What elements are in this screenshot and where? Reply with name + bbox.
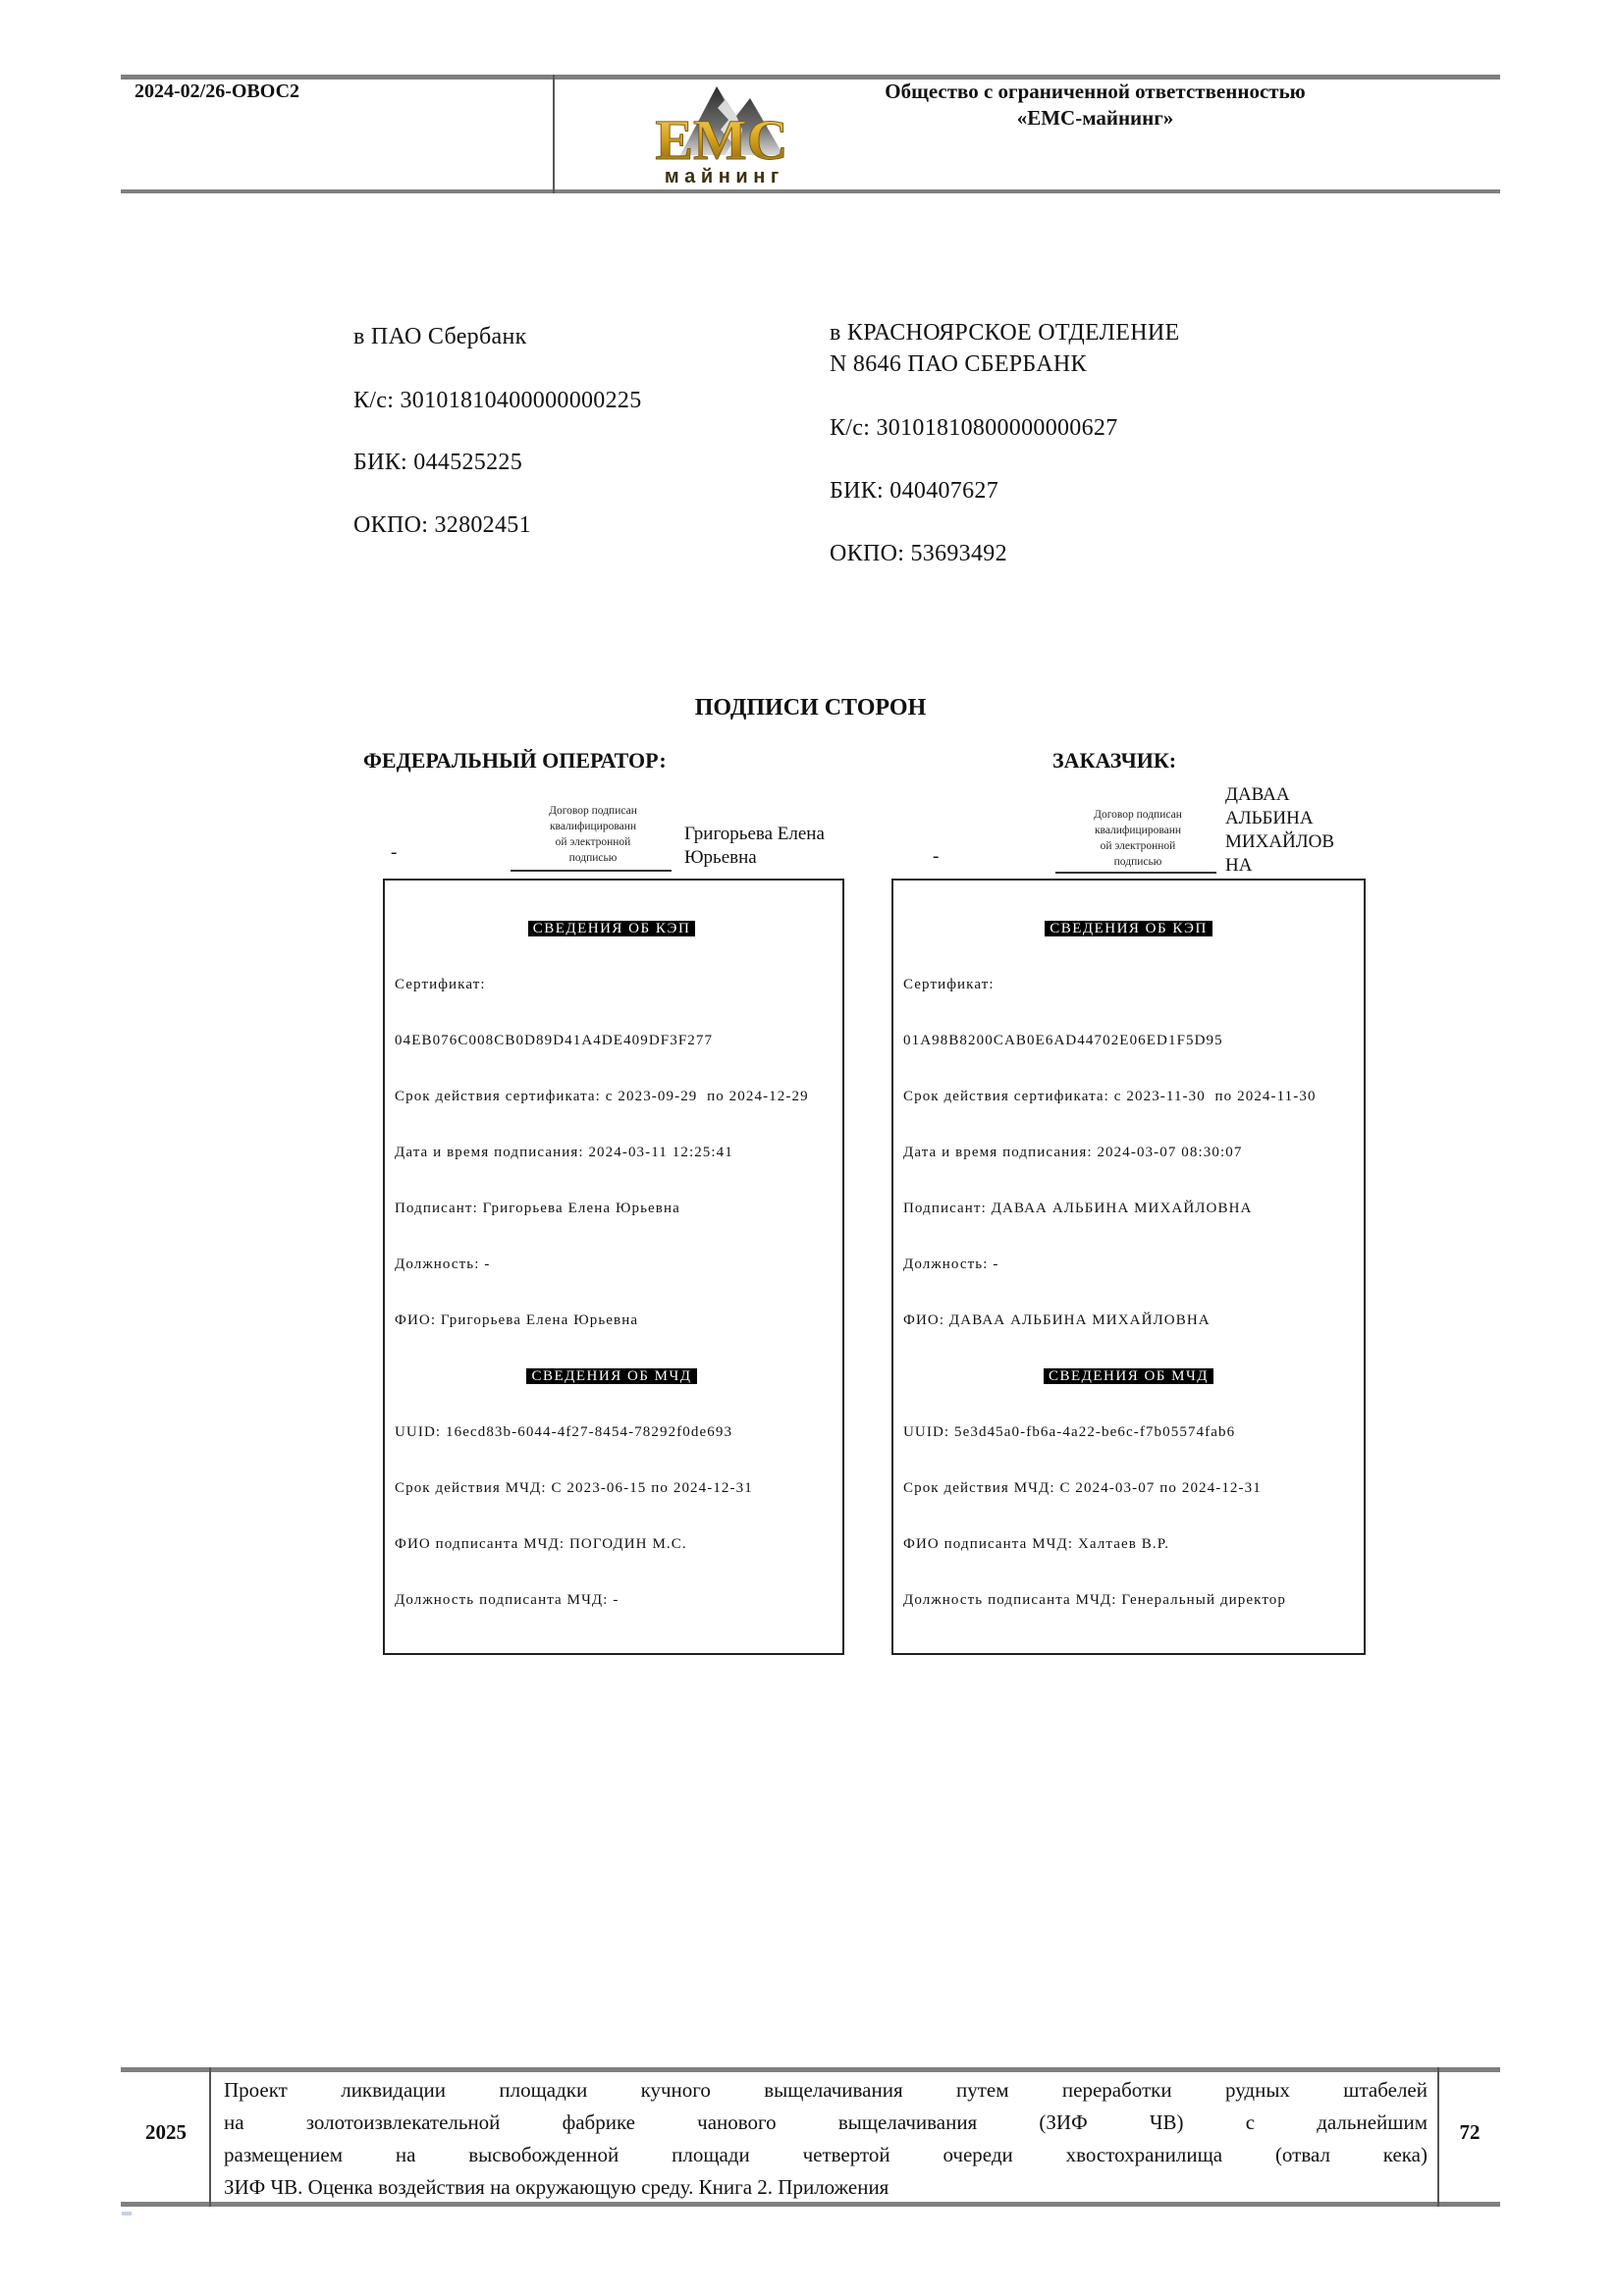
footer-top-rule xyxy=(121,2067,1500,2072)
company-name xyxy=(828,79,1363,132)
footer-line: Проект ликвидации площадки кучного выщелачивания путем переработки рудных штабелей xyxy=(224,2078,1427,2102)
fio-line: ФИО: ДАВАА АЛЬБИНА МИХАЙЛОВНА xyxy=(903,1312,1211,1328)
company-name-line1: Общество с ограниченной ответственностью xyxy=(885,80,1306,103)
stamp-line: ой электронной xyxy=(1100,840,1176,852)
stamp-line: подписью xyxy=(568,852,618,864)
mchd-position: Должность подписанта МЧД: Генеральный директор xyxy=(903,1592,1287,1608)
uuid-line: UUID: 5e3d45a0-fb6a-4a22-be6c-f7b05574fab6 xyxy=(903,1424,1236,1440)
cert-validity: Срок действия сертификата: с 2023-09-29 по 2024-12-29 xyxy=(395,1089,809,1104)
position-line: Должность: - xyxy=(903,1256,999,1272)
header-bottom-rule xyxy=(121,189,1500,193)
signed-at: Дата и время подписания: 2024-03-11 12:25:41 xyxy=(395,1145,733,1160)
signer-line: Подписант: Григорьева Елена Юрьевна xyxy=(395,1201,680,1216)
scan-artifact xyxy=(122,2212,132,2216)
company-name-line2: «ЕМС-майнинг» xyxy=(1016,106,1174,130)
mchd-position: Должность подписанта МЧД: - xyxy=(395,1592,619,1608)
bank-right-name-line1: в КРАСНОЯРСКОЕ ОТДЕЛЕНИЕ xyxy=(830,320,1180,346)
bank-right-bik: БИК: 040407627 xyxy=(830,478,998,504)
stamp-line: Договор подписан xyxy=(1094,809,1182,821)
cert-value: 01A98B8200CAB0E6AD44702E06ED1F5D95 xyxy=(903,1033,1223,1048)
mchd-header-label: СВЕДЕНИЯ ОБ МЧД xyxy=(1044,1368,1213,1384)
mchd-signer: ФИО подписанта МЧД: ПОГОДИН М.С. xyxy=(395,1536,687,1552)
document-number: 2024-02/26-ОВОС2 xyxy=(135,80,300,102)
left-signature-dash: - xyxy=(391,842,398,863)
position-line: Должность: - xyxy=(395,1256,491,1272)
logo-emc-text: ЕМС xyxy=(655,108,788,172)
stamp-line: подписью xyxy=(1113,856,1162,868)
fio-line: ФИО: Григорьева Елена Юрьевна xyxy=(395,1312,639,1328)
footer-line: размещением на высвобожденной площади четвертой очереди хвостохранилища (отвал кека) xyxy=(224,2143,1427,2166)
bank-left-okpo: ОКПО: 32802451 xyxy=(353,512,531,538)
stamp-line: квалифицированн xyxy=(549,821,637,832)
mchd-signer: ФИО подписанта МЧД: Халтаев В.Р. xyxy=(903,1536,1170,1552)
emc-mining-logo-icon xyxy=(626,79,818,189)
party-federal-operator: ФЕДЕРАЛЬНЫЙ ОПЕРАТОР: xyxy=(363,748,667,773)
mchd-header xyxy=(395,1367,829,1386)
kep-header-label: СВЕДЕНИЯ ОБ КЭП xyxy=(1045,921,1212,936)
bank-right-name-line2: N 8646 ПАО СБЕРБАНК xyxy=(830,351,1087,377)
kep-header-label: СВЕДЕНИЯ ОБ КЭП xyxy=(528,921,696,936)
party-customer: ЗАКАЗЧИК: xyxy=(1052,748,1177,773)
right-signer-name: ДАВАА АЛЬБИНА МИХАЙЛОВНА xyxy=(1225,784,1335,876)
footer-line: ЗИФ ЧВ. Оценка воздействия на окружающую среду. Книга 2. Приложения xyxy=(224,2175,889,2199)
bank-right-okpo: ОКПО: 53693492 xyxy=(830,541,1007,566)
stamp-line: квалифицированн xyxy=(1094,825,1182,836)
right-certificate-box xyxy=(891,879,1366,1655)
left-signature-line xyxy=(511,870,672,872)
signer-line: Подписант: ДАВАА АЛЬБИНА МИХАЙЛОВНА xyxy=(903,1201,1253,1216)
right-signature-dash: - xyxy=(933,846,940,867)
cert-value: 04EB076C008CB0D89D41A4DE409DF3F277 xyxy=(395,1033,714,1048)
mchd-header-label: СВЕДЕНИЯ ОБ МЧД xyxy=(526,1368,696,1384)
cert-label: Сертификат: xyxy=(903,977,995,992)
bank-left-bik: БИК: 044525225 xyxy=(353,450,522,475)
right-signature-line xyxy=(1055,872,1216,874)
cert-label: Сертификат: xyxy=(395,977,486,992)
mchd-validity: Срок действия МЧД: С 2024-03-07 по 2024-12-31 xyxy=(903,1480,1262,1496)
kep-header xyxy=(395,920,829,938)
footer-project-description xyxy=(224,2074,1427,2204)
footer-page-number: 72 xyxy=(1459,2120,1481,2144)
stamp-line: ой электронной xyxy=(555,836,631,848)
left-signer-name: Григорьева Елена Юрьевна xyxy=(684,824,825,868)
mchd-header xyxy=(903,1367,1354,1386)
stamp-line: Договор подписан xyxy=(549,805,637,817)
signatures-title: ПОДПИСИ СТОРОН xyxy=(694,695,927,721)
mchd-validity: Срок действия МЧД: С 2023-06-15 по 2024-12-31 xyxy=(395,1480,753,1496)
bank-left-corr-account: К/с: 30101810400000000225 xyxy=(353,388,642,413)
cert-validity: Срок действия сертификата: с 2023-11-30 по 2024-11-30 xyxy=(903,1089,1317,1104)
logo-mining-text: м а й н и н г xyxy=(664,166,780,187)
uuid-line: UUID: 16ecd83b-6044-4f27-8454-78292f0de693 xyxy=(395,1424,733,1440)
kep-header xyxy=(903,920,1354,938)
header-divider xyxy=(553,75,555,193)
signed-at: Дата и время подписания: 2024-03-07 08:30:07 xyxy=(903,1145,1243,1160)
left-signature-stamp xyxy=(507,803,679,866)
left-certificate-box xyxy=(383,879,844,1655)
bank-left-name: в ПАО Сбербанк xyxy=(353,324,527,349)
footer-line: на золотоизвлекательной фабрике чанового выщелачивания (ЗИФ ЧВ) с дальнейшим xyxy=(224,2110,1427,2134)
right-signature-stamp xyxy=(1051,807,1224,870)
bank-right-corr-account: К/с: 30101810800000000627 xyxy=(830,415,1118,441)
footer-year: 2025 xyxy=(145,2120,187,2144)
